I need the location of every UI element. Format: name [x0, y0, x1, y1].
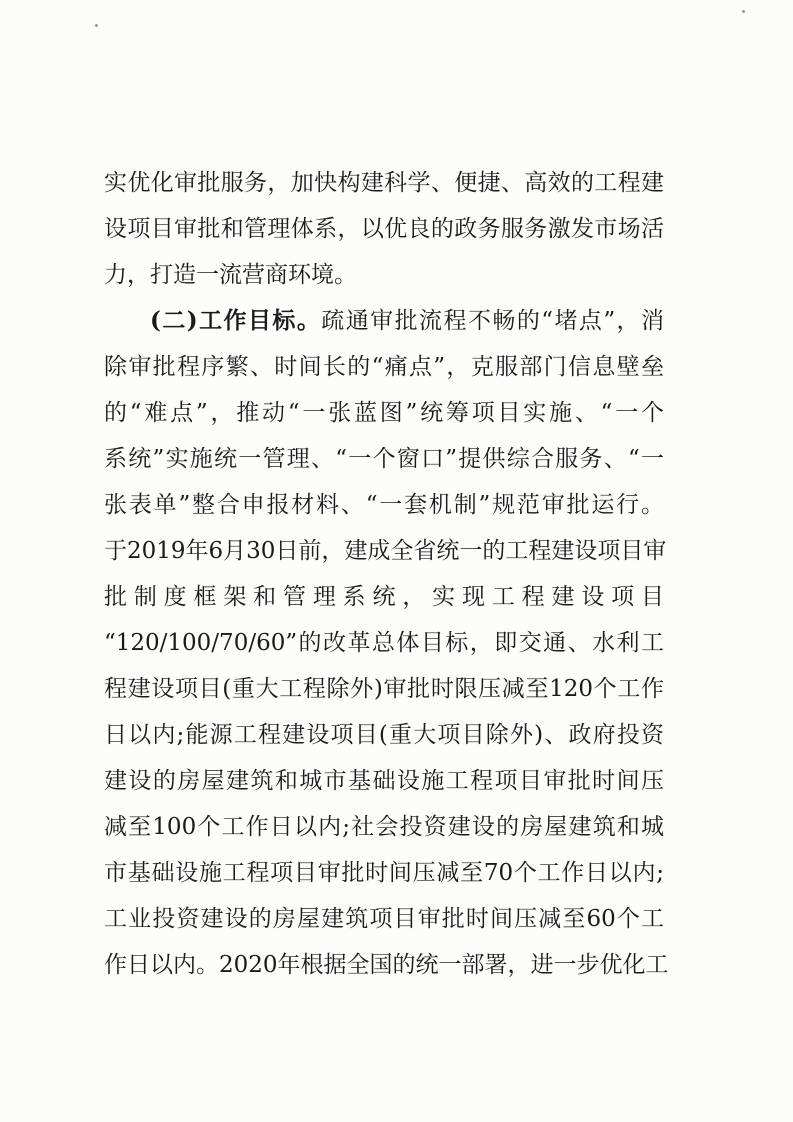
text-line-10: 批制度框架和管理系统，实现工程建设项目 [104, 584, 664, 610]
text-line-12: 程建设项目(重大工程除外)审批时限压减至120个工作 [104, 676, 664, 702]
text-line-18: 作日以内。2020年根据全国的统一部署，进一步优化工 [104, 952, 669, 978]
scan-speck-top-right [742, 10, 745, 13]
text-line-2: 设项目审批和管理体系，以优良的政务服务激发市场活 [104, 216, 664, 242]
text-line-16: 市基础设施工程项目审批时间压减至70个工作日以内; [104, 860, 664, 886]
section-heading: (二)工作目标。 [150, 307, 322, 334]
text-line-11: “120/100/70/60”的改革总体目标，即交通、水利工 [104, 630, 664, 656]
text-line-6: 的“难点”，推动“一张蓝图”统筹项目实施、“一个 [104, 400, 664, 426]
text-line-17: 工业投资建设的房屋建筑项目审批时间压减至60个工 [104, 906, 664, 932]
text-line-7: 系统”实施统一管理、“一个窗口”提供综合服务、“一 [104, 446, 664, 472]
section-heading-text: 疏通审批流程不畅的“堵点”，消 [321, 308, 664, 334]
text-line-8: 张表单”整合申报材料、“一套机制”规范审批运行。 [104, 492, 664, 518]
scan-speck-top-left [95, 24, 98, 27]
text-line-14: 建设的房屋建筑和城市基础设施工程项目审批时间压 [104, 768, 664, 794]
body-text [104, 160, 669, 988]
text-line-9: 于2019年6月30日前，建成全省统一的工程建设项目审 [104, 538, 667, 564]
text-line-1: 实优化审批服务，加快构建科学、便捷、高效的工程建 [104, 170, 664, 196]
text-line-4 [104, 298, 664, 344]
text-line-13: 日以内;能源工程建设项目(重大项目除外)、政府投资 [104, 722, 664, 748]
text-line-5: 除审批程序繁、时间长的“痛点”，克服部门信息壁垒 [104, 354, 664, 380]
text-line-15: 减至100个工作日以内;社会投资建设的房屋建筑和城 [104, 814, 664, 840]
text-line-3: 力，打造一流营商环境。 [104, 262, 357, 288]
